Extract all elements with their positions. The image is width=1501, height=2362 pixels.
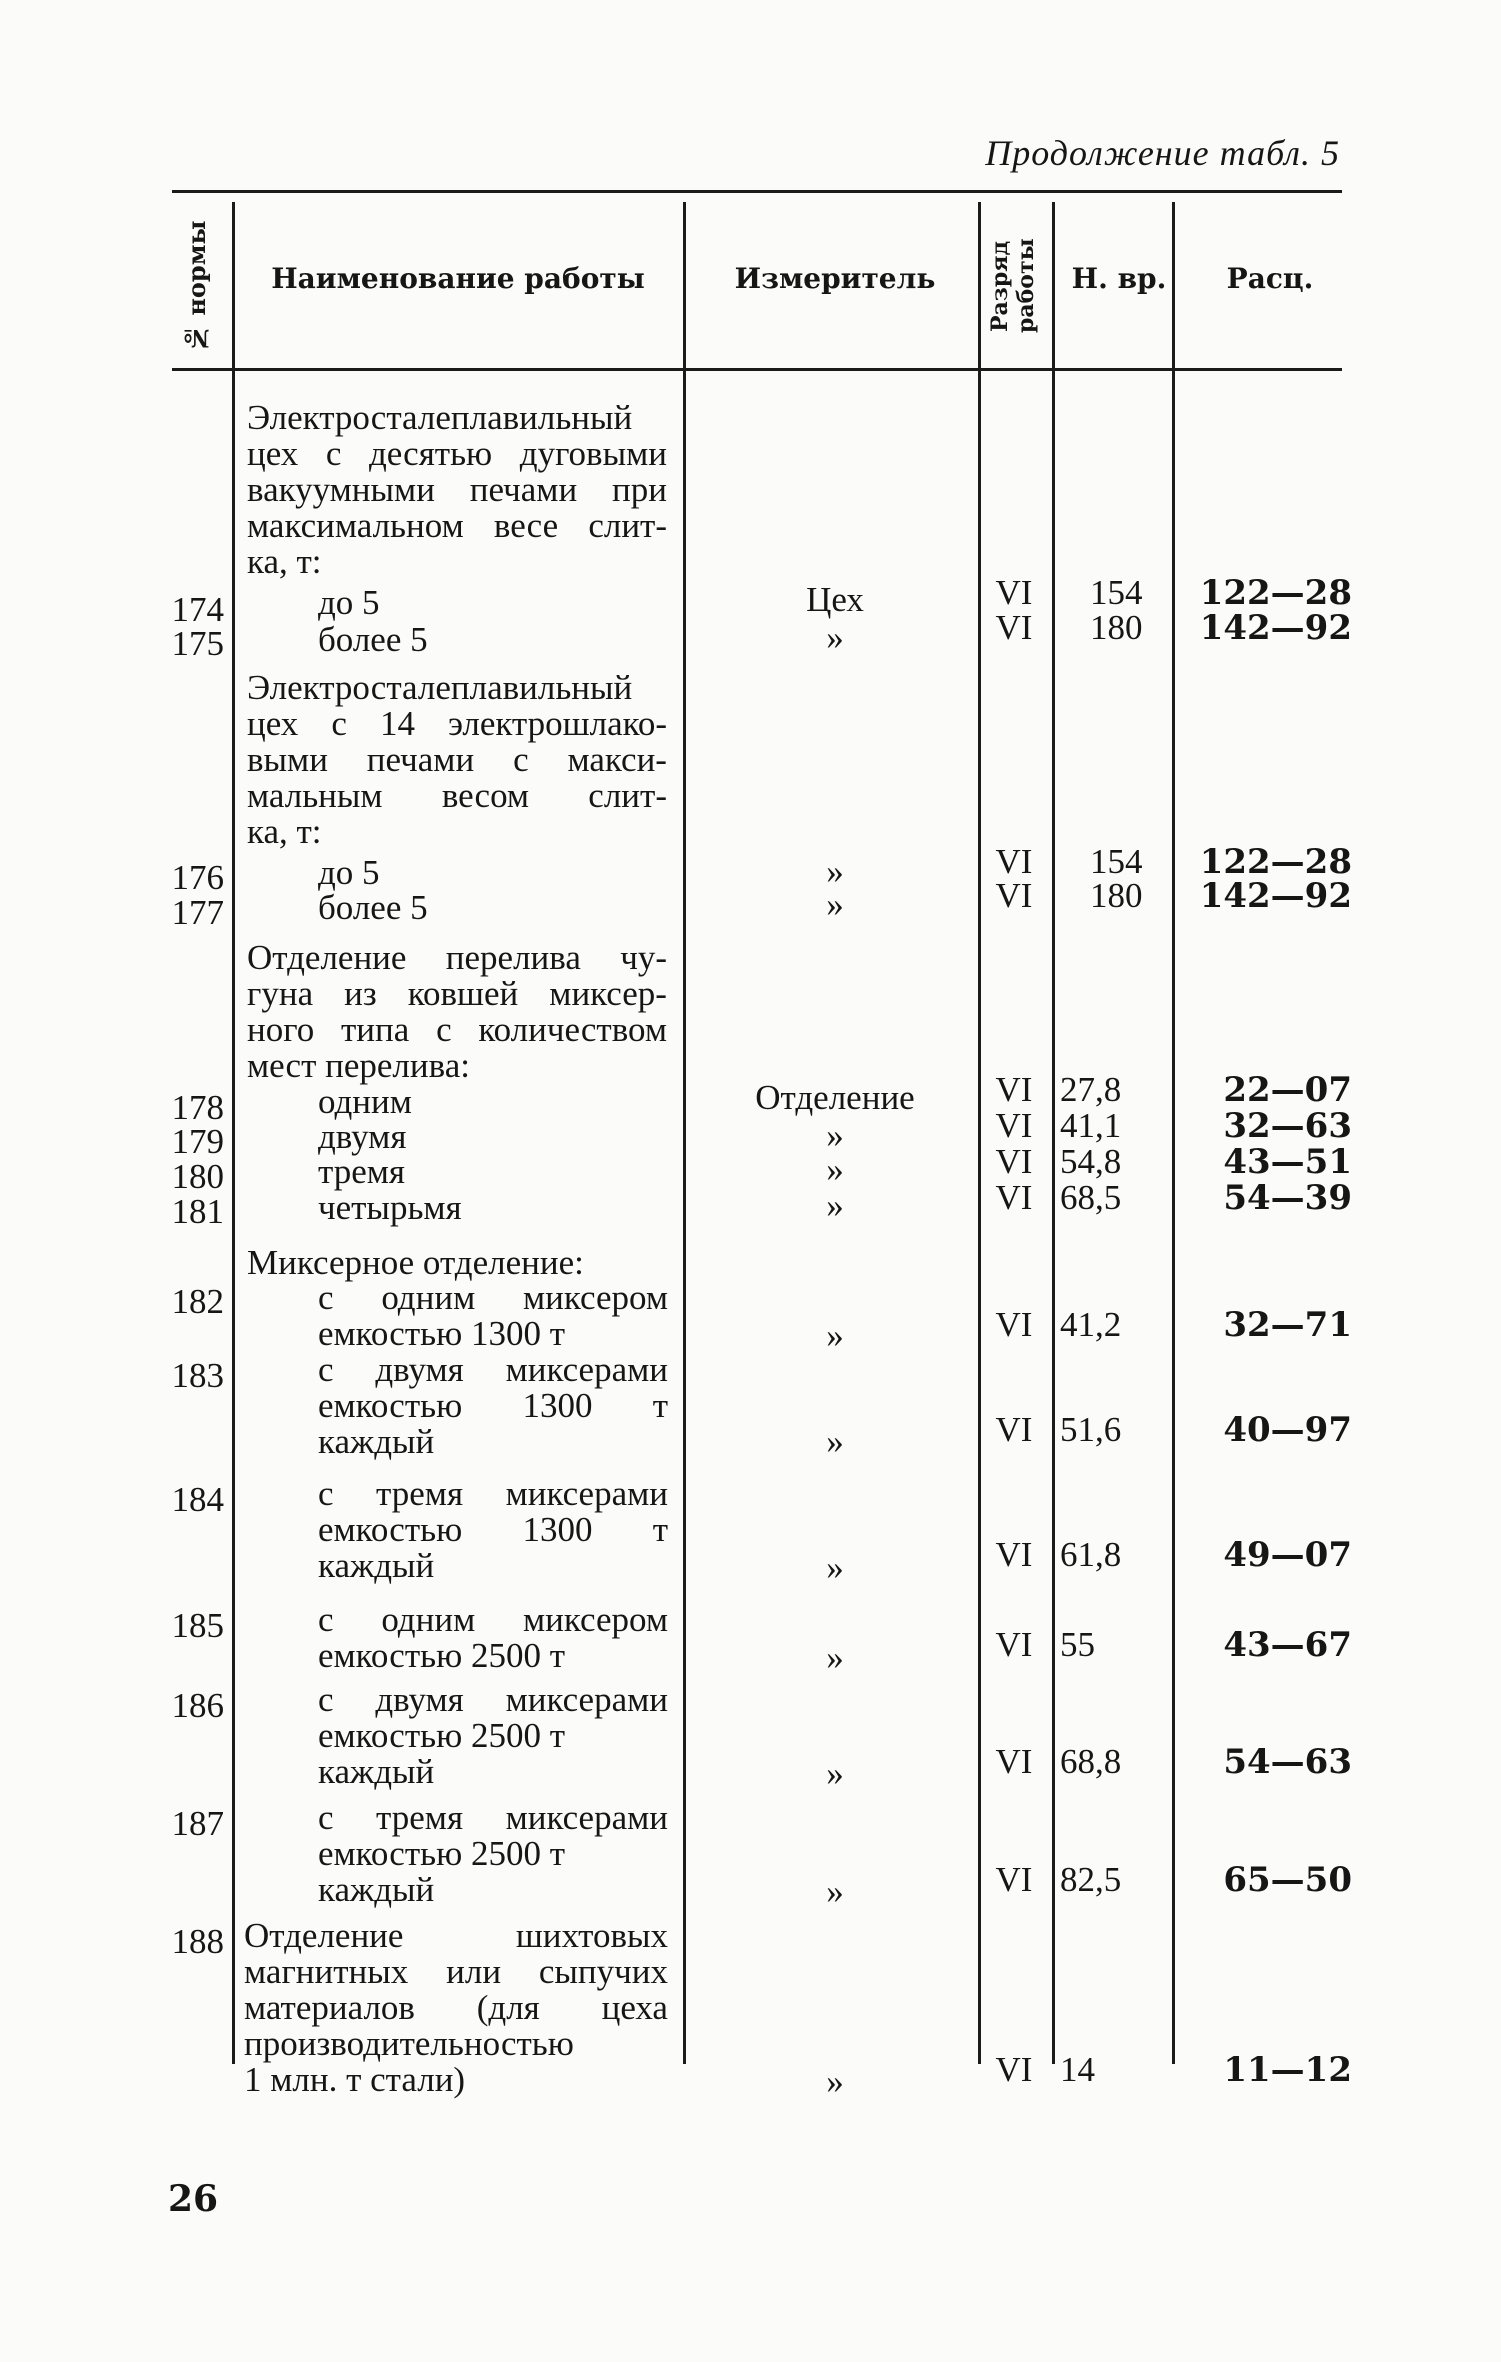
work-name-line [318,1476,668,1512]
word: ного [247,1010,315,1049]
rank-cell: VI [995,876,1033,915]
group-heading-line [247,1012,667,1048]
price-cell: 122—28 [1199,842,1352,882]
word: миксерами [505,1350,668,1389]
word: емкостью [318,1386,463,1425]
measure-cell: » [826,1422,844,1461]
norm-number: 180 [171,1157,224,1196]
price-cell: 54—39 [1223,1178,1352,1218]
column-divider-4 [1052,202,1055,2064]
word: перелива [445,938,581,977]
word: слит- [588,776,667,815]
work-name-line: каждый [318,1870,435,1909]
word: гуна [247,974,314,1013]
group-heading-line: Миксерное отделение: [247,1243,584,1282]
header-time-norm: Н. вр. [1071,262,1167,295]
word: макси- [567,740,667,779]
word: емкостью [318,1510,463,1549]
group-heading-line: мест перелива: [247,1046,470,1085]
column-divider-1 [232,202,235,2064]
word: миксерами [505,1680,668,1719]
work-name-line: производительностью [244,2024,574,2063]
norm-number: 188 [171,1922,224,1961]
measure-cell: Отделение [755,1078,915,1117]
work-name-line: тремя [318,1152,406,1191]
word: количеством [478,1010,667,1049]
word: тремя [376,1474,464,1513]
price-cell: 22—07 [1223,1070,1352,1110]
norm-number: 183 [171,1356,224,1395]
norm-number: 178 [171,1088,224,1127]
work-name-line: емкостью 1300 т [318,1314,566,1353]
time-norm-cell: 180 [1090,876,1143,915]
work-name-line [244,1990,668,2026]
time-norm-cell: 68,8 [1060,1742,1122,1781]
word: весе [493,506,559,545]
time-norm-cell: 154 [1090,573,1143,612]
group-heading-line [247,472,667,508]
norm-number: 177 [171,893,224,932]
word: 1300 [522,1510,593,1549]
work-name-line: двумя [318,1117,407,1156]
header-work-name: Наименование работы [271,262,645,295]
word: т [652,1386,668,1425]
rank-cell: VI [995,1305,1033,1344]
word: тремя [376,1798,464,1837]
caption: Продолжение табл. 5 [985,133,1340,173]
work-name-line: до 5 [318,583,380,622]
work-name-line [244,1918,668,1954]
word: миксер- [549,974,667,1013]
word: цеха [601,1988,668,2027]
word: ковшей [407,974,519,1013]
rank-cell: VI [995,1535,1033,1574]
group-heading-line [247,940,667,976]
word: вакуумными [247,470,435,509]
word: цех [247,434,299,473]
work-name-line [318,1800,668,1836]
work-name-line: четырьмя [318,1188,462,1227]
price-cell: 43—67 [1223,1625,1352,1665]
word: двумя [375,1680,464,1719]
word: (для [476,1988,540,2027]
word: выми [247,740,328,779]
measure-cell: » [826,1872,844,1911]
word: из [344,974,377,1013]
norm-number: 184 [171,1480,224,1519]
work-name-line: одним [318,1082,412,1121]
header-price: Расц. [1226,262,1314,295]
work-name-line [318,1280,668,1316]
group-heading-line [247,778,667,814]
word: мальным [247,776,383,815]
header-norm-number: № нормы [182,220,211,354]
norm-number: 179 [171,1122,224,1161]
measure-cell: » [826,618,844,657]
word: с [331,704,347,743]
word: или [446,1952,502,1991]
word: с [318,1350,334,1389]
time-norm-cell: 61,8 [1060,1535,1122,1574]
work-name-line: каждый [318,1422,435,1461]
price-cell: 40—97 [1223,1410,1352,1450]
time-norm-cell: 154 [1090,842,1143,881]
word: с [318,1798,334,1837]
work-name-line [244,1954,668,1990]
word: 1300 [522,1386,593,1425]
word: т [652,1510,668,1549]
time-norm-cell: 14 [1060,2050,1095,2089]
word: печами [366,740,475,779]
work-name-line: емкостью 2500 т [318,1636,566,1675]
measure-cell: » [826,852,844,891]
norm-number: 175 [171,624,224,663]
work-name-line: емкостью 2500 т [318,1716,566,1755]
word: миксером [523,1278,668,1317]
work-name-line: 1 млн. т стали) [244,2060,466,2099]
rank-cell: VI [995,1625,1033,1664]
word: десятью [368,434,493,473]
time-norm-cell: 27,8 [1060,1070,1122,1109]
word: миксером [523,1600,668,1639]
work-name-line: более 5 [318,888,428,927]
rank-cell: VI [995,1070,1033,1109]
group-heading-line [247,436,667,472]
word: с [318,1278,334,1317]
work-name-line [318,1512,668,1548]
word: электрошлако- [448,704,667,743]
work-name-line: каждый [318,1546,435,1585]
group-heading-line [247,742,667,778]
group-heading-line: ка, т: [247,812,322,851]
rank-cell: VI [995,2050,1033,2089]
word: дуговыми [519,434,667,473]
word: чу- [620,938,667,977]
word: с [325,434,342,473]
group-heading-line [247,976,667,1012]
price-cell: 122—28 [1199,573,1352,613]
norm-number: 176 [171,858,224,897]
page-number: 26 [168,2178,219,2220]
time-norm-cell: 55 [1060,1625,1095,1664]
price-cell: 65—50 [1223,1860,1352,1900]
work-name-line [318,1602,668,1638]
work-name-line [318,1352,668,1388]
rank-cell: VI [995,1142,1033,1181]
rank-cell: VI [995,1742,1033,1781]
time-norm-cell: 180 [1090,608,1143,647]
word: Отделение [244,1916,404,1955]
word: максимальном [247,506,464,545]
work-name-line: емкостью 2500 т [318,1834,566,1873]
word: одним [381,1600,476,1639]
word: 14 [379,704,415,743]
rank-cell: VI [995,573,1033,612]
word: с [318,1600,334,1639]
time-norm-cell: 51,6 [1060,1410,1122,1449]
word: с [513,740,529,779]
table-header-rule [172,368,1342,371]
group-heading-line [247,706,667,742]
norm-number: 187 [171,1804,224,1843]
measure-cell: » [826,1754,844,1793]
work-name-line: до 5 [318,853,380,892]
time-norm-cell: 41,1 [1060,1106,1122,1145]
header-rank: Разряд работы [987,238,1039,334]
measure-cell: » [826,2062,844,2101]
table-top-rule [172,190,1342,193]
measure-cell: » [826,1186,844,1225]
word: Отделение [247,938,407,977]
word: миксерами [505,1474,668,1513]
group-heading-line [247,508,667,544]
group-heading-line: Электросталеплавильный [247,668,633,707]
word: цех [247,704,299,743]
price-cell: 54—63 [1223,1742,1352,1782]
measure-cell: » [826,1116,844,1155]
rank-cell: VI [995,842,1033,881]
rank-cell: VI [995,1178,1033,1217]
word: шихтовых [515,1916,668,1955]
norm-number: 185 [171,1606,224,1645]
word: при [612,470,667,509]
norm-number: 181 [171,1192,224,1231]
price-cell: 43—51 [1223,1142,1352,1182]
group-heading-line: Электросталеплавильный [247,398,633,437]
price-cell: 49—07 [1223,1535,1352,1575]
rank-cell: VI [995,1106,1033,1145]
word: слит- [588,506,667,545]
word: миксерами [505,1798,668,1837]
measure-cell: » [826,885,844,924]
group-heading-line: ка, т: [247,542,322,581]
price-cell: 32—63 [1223,1106,1352,1146]
word: с [318,1474,334,1513]
time-norm-cell: 54,8 [1060,1142,1122,1181]
work-name-line: более 5 [318,620,428,659]
word: сыпучих [538,1952,668,1991]
norm-number: 174 [171,590,224,629]
norm-number: 186 [171,1686,224,1725]
measure-cell: Цех [806,580,864,619]
rank-cell: VI [995,608,1033,647]
word: двумя [375,1350,464,1389]
word: весом [441,776,530,815]
word: с [436,1010,452,1049]
rank-cell: VI [995,1860,1033,1899]
word: одним [381,1278,476,1317]
price-cell: 11—12 [1223,2050,1352,2090]
measure-cell: » [826,1316,844,1355]
word: магнитных [244,1952,409,1991]
price-cell: 142—92 [1199,608,1352,648]
measure-cell: » [826,1548,844,1587]
work-name-line [318,1388,668,1424]
measure-cell: » [826,1150,844,1189]
column-divider-2 [683,202,686,2064]
measure-cell: » [826,1638,844,1677]
work-name-line [318,1682,668,1718]
work-name-line: каждый [318,1752,435,1791]
time-norm-cell: 82,5 [1060,1860,1122,1899]
time-norm-cell: 41,2 [1060,1305,1122,1344]
word: типа [341,1010,410,1049]
price-cell: 32—71 [1223,1305,1352,1345]
header-measure: Измеритель [734,262,936,295]
word: материалов [244,1988,415,2027]
word: с [318,1680,334,1719]
word: печами [469,470,578,509]
time-norm-cell: 68,5 [1060,1178,1122,1217]
price-cell: 142—92 [1199,876,1352,916]
rank-cell: VI [995,1410,1033,1449]
norm-number: 182 [171,1282,224,1321]
